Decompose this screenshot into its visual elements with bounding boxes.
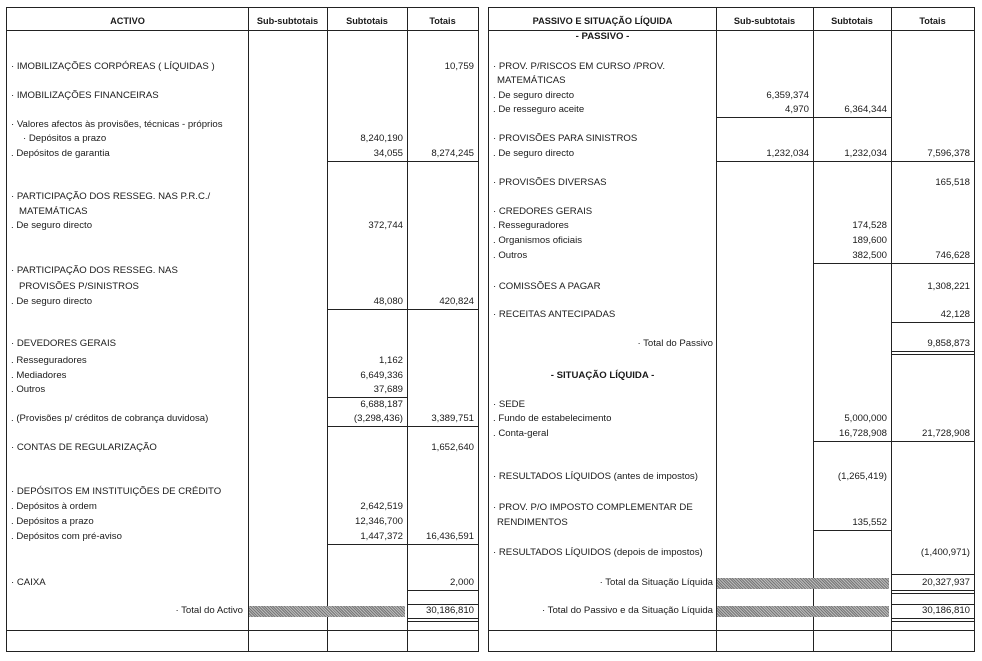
dev-provisoes-total: 3,389,751 (431, 413, 474, 424)
prov-riscos-label-1: · PROV. P/RISCOS EM CURSO /PROV. (493, 61, 666, 72)
subtotais-header: Subtotais (831, 16, 873, 26)
prov-riscos-label-2: MATEMÁTICAS (497, 75, 566, 86)
part-prov-seguro-total: 420,824 (439, 296, 474, 307)
dev-mediadores-label: . Mediadores (11, 370, 67, 381)
prov-diversas-label: · PROVISÕES DIVERSAS (493, 177, 607, 188)
total-passivo-total: 9,858,873 (927, 338, 970, 349)
sub-subtotais-header: Sub-subtotais (733, 16, 796, 26)
dep-ordem-subtotal: 2,642,519 (360, 501, 403, 512)
cred-organismos-subtotal: 189,600 (852, 235, 887, 246)
prov-imposto-label-2: RENDIMENTOS (497, 517, 568, 528)
total-activo-label: · Total do Activo (175, 605, 243, 616)
resultados-depois-total: (1,400,971) (920, 547, 970, 558)
contas-reg-label: · CONTAS DE REGULARIZAÇÃO (11, 442, 157, 453)
passivo-header: PASSIVO E SITUAÇÃO LÍQUIDA (532, 16, 673, 26)
totais-header: Totais (919, 16, 946, 26)
passivo-table (488, 7, 975, 652)
prov-sin-seguro-total: 7,596,378 (927, 148, 970, 159)
prov-riscos-ressegur-subsub: 4,970 (784, 104, 809, 115)
cred-ressegur-label: . Resseguradores (493, 220, 569, 231)
total-geral-shade (717, 606, 889, 617)
dep-prazo-subtotal: 12,346,700 (354, 516, 403, 527)
contas-reg-total: 1,652,640 (431, 442, 474, 453)
conta-geral-label: . Conta-geral (493, 428, 549, 439)
totais-header: Totais (429, 16, 456, 26)
subtotais-header: Subtotais (346, 16, 388, 26)
part-prc-seguro-subtotal: 372,744 (368, 220, 403, 231)
cred-outros-total: 746,628 (935, 250, 970, 261)
prov-imposto-subtotal: 135,552 (852, 517, 887, 528)
dev-provisoes-label: . (Provisões p/ créditos de cobrança duvidosa) (11, 413, 209, 424)
conta-geral-total: 21,728,908 (921, 428, 970, 439)
prov-sin-seguro-subsub: 1,232,034 (766, 148, 809, 159)
cred-ressegur-subtotal: 174,528 (852, 220, 887, 231)
total-situacao-total: 20,327,937 (921, 577, 970, 588)
depositos-garantia-total: 8,274,245 (431, 148, 474, 159)
prov-riscos-ressegur-label: . De resseguro aceite (493, 104, 585, 115)
prov-sin-seguro-label: . De seguro directo (493, 148, 575, 159)
valores-afectos-label: · Valores afectos às provisões, técnicas - próprios (11, 119, 223, 130)
devedores-label: · DEVEDORES GERAIS (11, 338, 117, 349)
depositos-prazo-vaf-label: · Depósitos a prazo (23, 133, 107, 144)
sub-subtotais-header: Sub-subtotais (256, 16, 319, 26)
total-geral-label: · Total do Passivo e da Situação Líquida (541, 605, 713, 616)
dev-outros-subtotal: 37,689 (373, 384, 403, 395)
depositos-garantia-subtotal: 34,055 (373, 148, 403, 159)
prov-diversas-total: 165,518 (935, 177, 970, 188)
part-prov-label-1: · PARTICIPAÇÃO DOS RESSEG. NAS (11, 265, 178, 276)
cred-outros-subtotal: 382,500 (852, 250, 887, 261)
credores-label: · CREDORES GERAIS (493, 206, 593, 217)
total-situacao-shade (717, 578, 889, 589)
prov-riscos-seguro-label: . De seguro directo (493, 90, 575, 101)
comissoes-label: · COMISSÕES A PAGAR (493, 281, 601, 292)
prov-imposto-label-1: · PROV. P/O IMPOSTO COMPLEMENTAR DE (493, 502, 693, 513)
depositos-prazo-vaf-subtotal: 8,240,190 (360, 133, 403, 144)
caixa-label: · CAIXA (11, 577, 46, 588)
activo-header: ACTIVO (110, 16, 145, 26)
cred-outros-label: . Outros (493, 250, 528, 261)
caixa-total: 2,000 (449, 577, 474, 588)
receitas-total: 42,128 (940, 309, 970, 320)
cred-organismos-label: . Organismos oficiais (493, 235, 583, 246)
prov-riscos-seguro-subsub: 6,359,374 (766, 90, 809, 101)
part-prov-label-2: PROVISÕES P/SINISTROS (19, 281, 139, 292)
imob-corporeas-total: 10,759 (444, 61, 474, 72)
conta-geral-subtotal: 16,728,908 (838, 428, 887, 439)
part-prov-seguro-subtotal: 48,080 (373, 296, 403, 307)
depositos-garantia-label: . Depósitos de garantia (11, 148, 110, 159)
dep-preaviso-total: 16,436,591 (425, 531, 474, 542)
prov-sinistros-label: · PROVISÕES PARA SINISTROS (493, 133, 638, 144)
fundo-subtotal: 5,000,000 (844, 413, 887, 424)
situacao-section-title: - SITUAÇÃO LÍQUIDA - (550, 370, 655, 381)
dev-outros-label: . Outros (11, 384, 46, 395)
receitas-label: · RECEITAS ANTECIPADAS (493, 309, 616, 320)
dev-ressegur-label: . Resseguradores (11, 355, 87, 366)
prov-sin-seguro-subtotal: 1,232,034 (844, 148, 887, 159)
total-geral-total: 30,186,810 (921, 605, 970, 616)
resultados-antes-subtotal: (1,265,419) (837, 471, 887, 482)
total-passivo-label: · Total do Passivo (637, 338, 713, 349)
dev-soma-subtotal: 6,688,187 (360, 399, 403, 410)
total-situacao-label: · Total da Situação Líquida (599, 577, 713, 588)
dev-provisoes-subtotal: (3,298,436) (353, 413, 403, 424)
activo-table (6, 7, 479, 652)
total-activo-total: 30,186,810 (425, 605, 474, 616)
resultados-depois-label: · RESULTADOS LÍQUIDOS (depois de impostos) (493, 547, 703, 558)
total-activo-shade (249, 606, 405, 617)
part-prov-seguro-label: . De seguro directo (11, 296, 93, 307)
resultados-antes-label: · RESULTADOS LÍQUIDOS (antes de impostos) (493, 471, 698, 482)
dep-preaviso-label: . Depósitos com pré-aviso (11, 531, 122, 542)
sede-label: · SEDE (493, 399, 525, 410)
dep-prazo-label: . Depósitos a prazo (11, 516, 94, 527)
dev-mediadores-subtotal: 6,649,336 (360, 370, 403, 381)
part-prc-label-2: MATEMÁTICAS (19, 206, 88, 217)
prov-riscos-ressegur-subtotal: 6,364,344 (844, 104, 887, 115)
dep-preaviso-subtotal: 1,447,372 (360, 531, 403, 542)
imob-financeiras-label: · IMOBILIZAÇÕES FINANCEIRAS (11, 90, 159, 101)
part-prc-seguro-label: . De seguro directo (11, 220, 93, 231)
dep-ordem-label: . Depósitos à ordem (11, 501, 97, 512)
depositos-label: · DEPÓSITOS EM INSTITUIÇÕES DE CRÉDITO (11, 486, 222, 497)
dev-ressegur-subtotal: 1,162 (378, 355, 403, 366)
comissoes-total: 1,308,221 (927, 281, 970, 292)
fundo-label: . Fundo de estabelecimento (493, 413, 612, 424)
imob-corporeas-label: · IMOBILIZAÇÕES CORPÓREAS ( LÍQUIDAS ) (11, 61, 215, 72)
part-prc-label-1: · PARTICIPAÇÃO DOS RESSEG. NAS P.R.C./ (11, 191, 211, 202)
passivo-section-title: - PASSIVO - (575, 31, 630, 42)
